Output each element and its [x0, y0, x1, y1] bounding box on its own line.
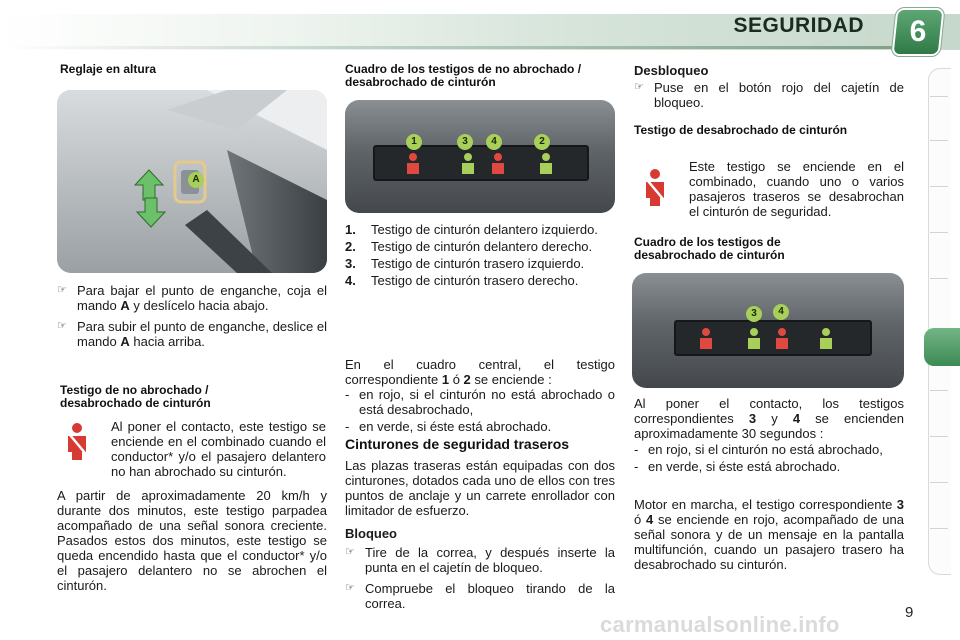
engine-running-paragraph: Motor en marcha, el testigo correspondiente 3 ó 4 se enciende en rojo, acompañado de una señal sonora y de un mensaje en la pantalla multifunción, cuando un pasajero trasero ha desabrochado su cinturón.	[634, 497, 904, 572]
control-a-label: A	[188, 172, 204, 188]
lamp-4-label: 4	[486, 134, 502, 150]
height-bullets	[57, 283, 327, 349]
front-belt-warning-text: Al poner el contacto, este testigo se enciende en el combinado cuando el conductor* y/o el pasajero delantero no han abrochado su cinturón.	[111, 419, 326, 479]
height-adjustment-photo	[57, 90, 327, 273]
bullet-icon: ☞	[345, 546, 355, 558]
list-item: ☞ Tire de la correa, y después inserte la punta en el cajetín de bloqueo.	[345, 545, 615, 575]
list-item-text: Para subir el punto de enganche, deslice el mando A hacia arriba.	[77, 319, 327, 349]
chapter-tab-active[interactable]	[924, 328, 960, 366]
lamp-legend-list	[345, 222, 615, 288]
page-number: 9	[905, 604, 914, 621]
chapter-tab-divider	[930, 390, 948, 391]
list-item: ☞ Compruebe el bloqueo tirando de la correa.	[345, 581, 615, 611]
list-item: 2. Testigo de cinturón delantero derecho.	[345, 239, 593, 254]
chapter-tab-rail	[928, 68, 951, 575]
bullet-icon: ☞	[634, 81, 644, 93]
warning-lamp-row	[375, 147, 587, 179]
chapter-tab-divider	[930, 140, 948, 141]
lamp-3-label: 3	[457, 134, 473, 150]
list-item: 3. Testigo de cinturón trasero izquierdo.	[345, 256, 585, 271]
chapter-tab-divider	[930, 96, 948, 97]
rear-belts-paragraph: Las plazas traseras están equipadas con dos cinturones, dotados cada uno de ellos con tres puntos de anclaje y un carrete enrollador con limitador de esfuerzo.	[345, 458, 615, 518]
chapter-tab-divider	[930, 232, 948, 233]
chapter-tab-divider	[930, 278, 948, 279]
watermark: carmanualsonline.info	[600, 612, 840, 637]
lamp-1-icon	[407, 153, 419, 174]
bullet-icon: ☞	[345, 582, 355, 594]
lamp-icon	[700, 328, 712, 349]
page-title: SEGURIDAD	[733, 14, 864, 37]
list-item-text: Para bajar el punto de enganche, coja el mando A y deslícelo hacia abajo.	[77, 283, 327, 313]
lamp-2-icon	[540, 153, 552, 174]
lamp-4-icon	[776, 328, 788, 349]
section-title-rear-belts: Cinturones de seguridad traseros	[345, 436, 570, 452]
heading-height-adjustment: Reglaje en altura	[60, 62, 157, 76]
locking-bullets	[345, 545, 615, 611]
unlocking-bullets	[634, 80, 904, 110]
list-item	[57, 283, 327, 313]
lamp-3-icon	[462, 153, 474, 174]
heading-front-belt-warning: Testigo de no abrochado / desabrochado de cinturón	[60, 383, 211, 410]
lamp-icon	[820, 328, 832, 349]
central-panel-paragraph: En el cuadro central, el testigo correspondiente 1 ó 2 se enciende :	[345, 357, 615, 387]
heading-belt-panel: Cuadro de los testigos de no abrochado / desabrochado de cinturón	[345, 62, 582, 89]
header-rule	[0, 46, 900, 49]
chapter-tab-divider	[930, 482, 948, 483]
list-item: 4. Testigo de cinturón trasero derecho.	[345, 273, 579, 288]
rear-belt-warning-text: Este testigo se enciende en el combinado, cuando uno o varios pasajeros traseros se desabrochan el cinturón de seguridad.	[689, 159, 904, 219]
warning-lamp-strip	[373, 145, 589, 181]
list-item: ☞ Puse en el botón rojo del cajetín de bloqueo.	[634, 80, 904, 110]
list-item: - en rojo, si el cinturón no está abrochado,	[634, 442, 883, 457]
list-item	[57, 319, 327, 349]
warning-lamp-row	[676, 322, 870, 354]
list-item: - en verde, si éste está abrochado.	[634, 459, 841, 474]
central-panel-states	[345, 387, 615, 434]
list-item: 1. Testigo de cinturón delantero izquierdo.	[345, 222, 598, 237]
front-warning-panel-photo	[345, 100, 615, 213]
warning-lamp-strip	[674, 320, 872, 356]
ignition-paragraph: Al poner el contacto, los testigos correspondientes 3 y 4 se encienden aproximadamente 30 segundos :	[634, 396, 904, 441]
heading-unlocking: Desbloqueo	[634, 63, 709, 78]
ignition-states	[634, 442, 904, 474]
lamp-1-label: 1	[406, 134, 422, 150]
lamp-2-label: 2	[534, 134, 550, 150]
bullet-icon: ☞	[57, 284, 67, 296]
chapter-tab-divider	[930, 186, 948, 187]
heading-locking: Bloqueo	[345, 526, 397, 541]
lamp-3-icon	[748, 328, 760, 349]
lamp-4-label: 4	[773, 304, 789, 320]
rear-warning-panel-photo	[632, 273, 904, 388]
blinking-warning-paragraph: A partir de aproximadamente 20 km/h y durante dos minutos, este testigo parpadea acompañado de una señal sonora creciente. Pasados estos dos minutos, este testigo se queda encendido hasta que el conductor* y/o el pasajero delantero no se abrochen el cinturón.	[57, 488, 327, 593]
chapter-number: 6	[909, 15, 927, 48]
lamp-4-icon	[492, 153, 504, 174]
list-item: - en verde, si éste está abrochado.	[345, 419, 552, 434]
heading-rear-belt-warning: Testigo de desabrochado de cinturón	[634, 123, 848, 137]
chapter-tab-divider	[930, 528, 948, 529]
heading-rear-panel: Cuadro de los testigos de desabrochado de cinturón	[634, 235, 785, 262]
seatbelt-warning-icon	[640, 168, 670, 208]
chapter-tab-divider	[930, 436, 948, 437]
lamp-3-label: 3	[746, 306, 762, 322]
bullet-icon: ☞	[57, 320, 67, 332]
seatbelt-warning-icon	[62, 422, 92, 462]
list-item: - en rojo, si el cinturón no está abrochado o está desabrochado,	[345, 387, 615, 417]
